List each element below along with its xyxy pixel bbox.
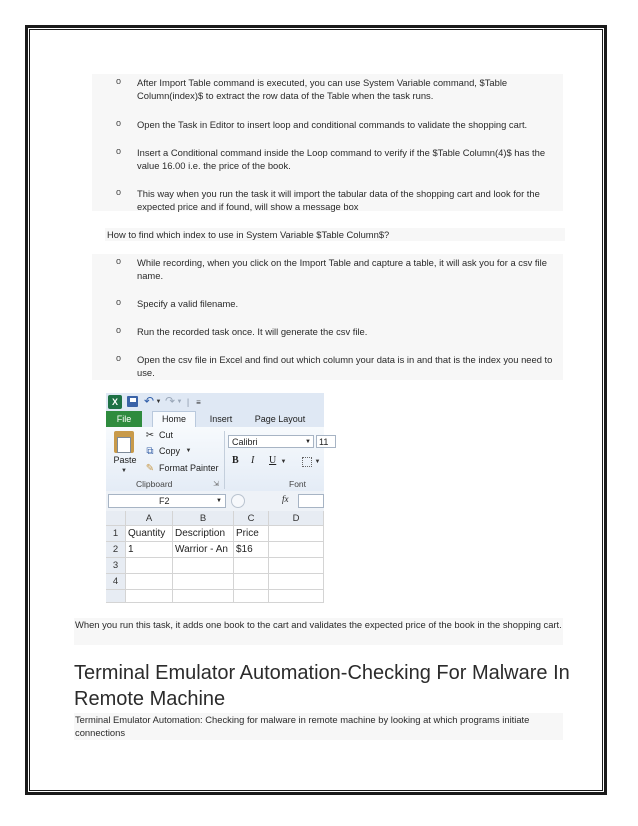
group-divider <box>224 431 225 489</box>
redo-icon[interactable]: ↷ <box>164 394 176 408</box>
table-cell[interactable]: Price <box>234 526 269 542</box>
cut-button[interactable]: Cut <box>159 430 174 440</box>
section-heading: Terminal Emulator Automation-Checking For Malware In Remote Machine <box>74 662 570 710</box>
table-cell[interactable]: 1 <box>126 542 173 558</box>
question-text: How to find which index to use in System Variable $Table Column$? <box>105 228 565 241</box>
insert-function-icon[interactable]: fx <box>282 494 289 504</box>
copy-icon[interactable]: ⧉ <box>146 445 154 457</box>
underline-button[interactable]: U <box>269 455 277 466</box>
bullet-mark: o <box>116 325 122 335</box>
font-name-select[interactable] <box>228 435 314 448</box>
table-cell[interactable] <box>173 574 234 590</box>
cut-icon[interactable]: ✂ <box>145 429 155 441</box>
borders-dropdown-icon[interactable]: ▼ <box>314 458 321 465</box>
table-cell[interactable] <box>234 590 269 603</box>
section-intro-paragraph: Terminal Emulator Automation: Checking for malware in remote machine by looking at which programs initiate connections <box>74 713 563 740</box>
row-header[interactable] <box>106 590 126 603</box>
formula-cancel-icon[interactable] <box>231 494 245 508</box>
save-icon[interactable] <box>127 396 138 407</box>
formula-input[interactable] <box>298 494 324 508</box>
separator-icon: | <box>186 397 190 407</box>
list-item <box>92 187 563 215</box>
after-paragraph: When you run this task, it adds one book to the cart and validates the expected price of the book in the shopping cart. <box>74 618 563 645</box>
table-cell[interactable] <box>126 590 173 603</box>
copy-dropdown-icon[interactable]: ▼ <box>185 448 192 454</box>
chevron-down-icon: ▼ <box>216 498 222 504</box>
paste-dropdown-icon[interactable]: ▼ <box>121 468 127 474</box>
table-cell[interactable] <box>126 558 173 574</box>
copy-button[interactable]: Copy <box>159 446 181 456</box>
paste-button[interactable]: Paste <box>113 455 137 465</box>
list-item <box>92 256 563 284</box>
font-name-value: Calibri <box>232 437 258 447</box>
list-item <box>92 76 563 104</box>
table-cell[interactable] <box>173 590 234 603</box>
list-item-text: Open the Task in Editor to insert loop and conditional commands to validate the shopping cart. <box>137 119 528 130</box>
undo-dropdown-icon[interactable]: ▼ <box>155 399 162 405</box>
clipboard-group-label: Clipboard <box>136 479 173 489</box>
excel-screenshot <box>106 393 329 603</box>
table-cell[interactable] <box>269 574 324 590</box>
table-cell[interactable] <box>269 590 324 603</box>
row-header[interactable]: 2 <box>106 542 126 558</box>
redo-dropdown-icon[interactable]: ▼ <box>176 399 183 405</box>
column-header-c[interactable]: C <box>234 511 269 526</box>
column-header-a[interactable]: A <box>126 511 173 526</box>
tab-home[interactable]: Home <box>152 411 196 428</box>
column-header-d[interactable]: D <box>269 511 324 526</box>
bullet-mark: o <box>116 353 122 363</box>
font-size-select[interactable] <box>316 435 336 448</box>
chevron-down-icon: ▼ <box>305 439 311 445</box>
list-item-text: While recording, when you click on the Import Table and capture a table, it will ask you for a csv file name. <box>137 257 547 281</box>
list-item-text: Insert a Conditional command inside the Loop command to verify if the $Table Column(4)$ has the value 16.00 i.e. the price of the book. <box>137 147 546 171</box>
bold-button[interactable]: B <box>232 455 239 466</box>
format-painter-button[interactable]: Format Painter <box>159 463 219 473</box>
italic-button[interactable]: I <box>251 455 255 466</box>
list-item <box>92 297 563 311</box>
spreadsheet-grid <box>106 511 324 603</box>
clipboard-launcher-icon[interactable]: ⇲ <box>213 481 219 488</box>
ribbon-tabs <box>106 411 324 428</box>
row-header[interactable]: 4 <box>106 574 126 590</box>
ribbon-home <box>106 427 329 492</box>
table-cell[interactable]: $16 <box>234 542 269 558</box>
bullet-mark: o <box>116 187 122 197</box>
underline-dropdown-icon[interactable]: ▼ <box>280 458 287 465</box>
formula-bar <box>106 491 324 512</box>
table-cell[interactable] <box>234 574 269 590</box>
list-item <box>92 353 563 381</box>
row-header[interactable]: 3 <box>106 558 126 574</box>
table-cell[interactable]: Description <box>173 526 234 542</box>
list-item <box>92 146 563 174</box>
select-all-corner[interactable] <box>106 511 126 526</box>
name-box-value: F2 <box>159 496 170 506</box>
format-painter-icon[interactable]: ✎ <box>145 462 155 474</box>
customize-toolbar-icon[interactable]: ≡ <box>196 397 201 407</box>
bullet-mark: o <box>116 297 122 307</box>
table-cell[interactable] <box>173 558 234 574</box>
bullet-mark: o <box>116 256 122 266</box>
quick-access-toolbar <box>106 393 324 411</box>
bullet-mark: o <box>116 76 122 86</box>
list-item <box>92 118 563 132</box>
table-cell[interactable] <box>269 542 324 558</box>
list-item <box>92 325 563 339</box>
tab-file[interactable]: File <box>106 411 142 427</box>
font-size-value: 11 <box>319 437 329 447</box>
list-item-text: After Import Table command is executed, you can use System Variable command, $Table Column(index)$ to extract the row data of the Table when the task runs. <box>137 77 508 101</box>
list-item-text: Open the csv file in Excel and find out which column your data is in and that is the index you need to use. <box>137 354 553 378</box>
bullet-mark: o <box>116 146 122 156</box>
name-box[interactable] <box>108 494 226 508</box>
table-cell[interactable] <box>269 558 324 574</box>
tab-insert[interactable]: Insert <box>209 414 233 424</box>
paste-icon[interactable] <box>114 431 134 453</box>
borders-icon[interactable] <box>302 457 312 467</box>
bullet-mark: o <box>116 118 122 128</box>
table-cell[interactable]: Quantity <box>126 526 173 542</box>
table-cell[interactable] <box>269 526 324 542</box>
column-header-b[interactable]: B <box>173 511 234 526</box>
list-item-text: Run the recorded task once. It will generate the csv file. <box>137 326 368 337</box>
excel-logo-icon: X <box>108 395 122 409</box>
table-cell[interactable]: Warrior - An <box>173 542 234 558</box>
row-header[interactable]: 1 <box>106 526 126 542</box>
tab-page-layout[interactable]: Page Layout <box>254 414 306 424</box>
list-item-text: Specify a valid filename. <box>137 298 239 309</box>
table-cell[interactable] <box>126 574 173 590</box>
undo-icon[interactable]: ↶ <box>143 394 155 408</box>
list-item-text: This way when you run the task it will import the tabular data of the shopping cart and look for the expected price and if found, will show a message box <box>137 188 540 212</box>
table-cell[interactable] <box>234 558 269 574</box>
font-group-label: Font <box>289 479 307 489</box>
